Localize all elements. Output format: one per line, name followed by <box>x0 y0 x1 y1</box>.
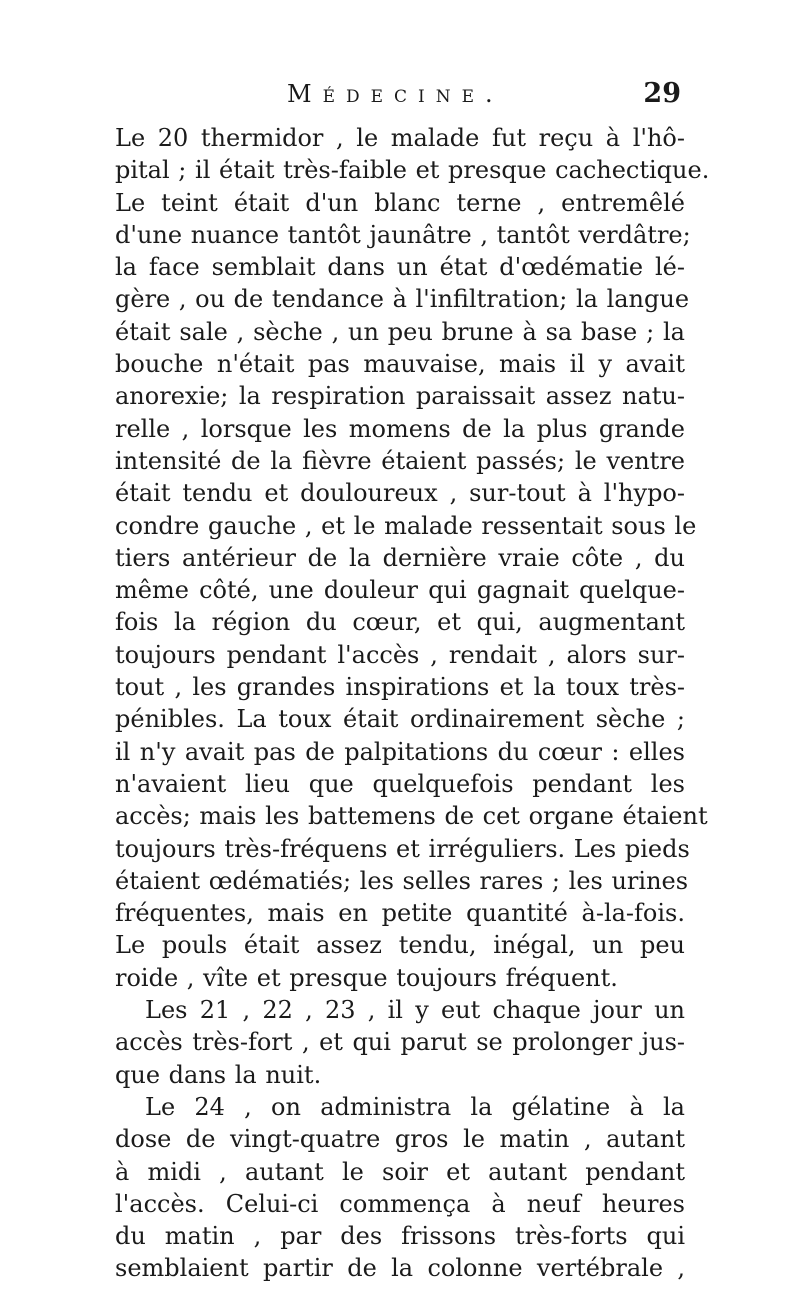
text-line: accès très-fort , et qui parut se prolonger jus- <box>115 1028 685 1057</box>
text-line: toujours pendant l'accès , rendait , alors sur- <box>115 640 685 669</box>
text-line: intensité de la fièvre étaient passés; le ventre <box>115 446 685 475</box>
text-line: semblaient partir de la colonne vertébrale , <box>115 1254 685 1283</box>
text-line: il n'y avait pas de palpitations du cœur : elles <box>115 737 685 766</box>
text-line: Le 24 , on administra la gélatine à la <box>145 1092 685 1121</box>
body-text <box>115 122 710 1285</box>
text-line: la face semblait dans un état d'œdématie lé- <box>115 253 685 282</box>
text-line: n'avaient lieu que quelquefois pendant les <box>115 769 685 798</box>
text-line: étaient œdématiés; les selles rares ; les urines <box>115 866 689 895</box>
text-line: condre gauche , et le malade ressentait sous le <box>115 511 697 540</box>
text-line: anorexie; la respiration paraissait assez natu- <box>115 382 685 411</box>
text-line: gère , ou de tendance à l'infiltration; la langue <box>115 285 690 314</box>
text-line: que dans la nuit. <box>115 1060 322 1089</box>
text-line: accès; mais les battemens de cet organe étaient <box>115 802 708 831</box>
text-line: était sale , sèche , un peu brune à sa base ; la <box>115 317 685 346</box>
text-line: Les 21 , 22 , 23 , il y eut chaque jour un <box>145 996 685 1025</box>
text-line: Le 20 thermidor , le malade fut reçu à l'hô- <box>115 124 685 152</box>
text-line: dose de vingt-quatre gros le matin , autant <box>115 1125 685 1154</box>
text-line: pénibles. La toux était ordinairement sèche ; <box>115 705 685 734</box>
text-line: toujours très-fréquens et irréguliers. Les pieds <box>115 834 690 863</box>
text-line: du matin , par des frissons très-forts qui <box>115 1222 685 1251</box>
text-line: bouche n'était pas mauvaise, mais il y avait <box>115 350 685 379</box>
text-line: tiers antérieur de la dernière vraie côte , du <box>115 543 685 572</box>
text-line: même côté, une douleur qui gagnait quelque- <box>115 576 685 605</box>
text-line: l'accès. Celui-ci commença à neuf heures <box>115 1189 685 1218</box>
page-number: 29 <box>643 78 681 109</box>
text-line: était tendu et douloureux , sur-tout à l'hypo- <box>115 479 685 508</box>
text-line: relle , lorsque les momens de la plus grande <box>115 414 685 443</box>
text-line: fois la région du cœur, et qui, augmentant <box>115 608 685 637</box>
text-line: fréquentes, mais en petite quantité à-la-fois. <box>115 899 685 928</box>
text-line: à midi , autant le soir et autant pendant <box>115 1157 685 1186</box>
text-line: pital ; il était très-faible et presque cachectique. <box>115 156 710 185</box>
text-line: d'une nuance tantôt jaunâtre , tantôt verdâtre; <box>115 220 691 249</box>
text-line: roide , vîte et presque toujours fréquent. <box>115 963 618 992</box>
running-head: Médecine. <box>287 80 504 108</box>
page-header <box>115 76 685 124</box>
text-line: tout , les grandes inspirations et la toux très- <box>115 673 685 702</box>
text-line: Le teint était d'un blanc terne , entremêlé <box>115 188 685 217</box>
text-line: Le pouls était assez tendu, inégal, un peu <box>115 931 685 960</box>
